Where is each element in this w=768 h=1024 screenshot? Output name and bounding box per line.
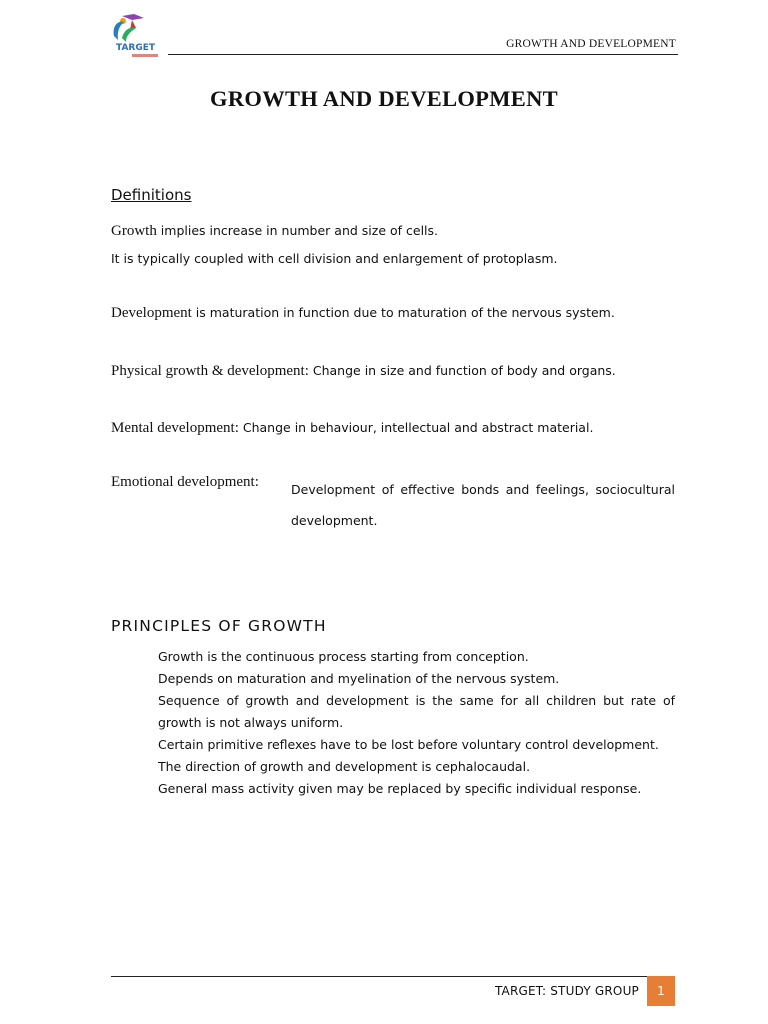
header-rule xyxy=(168,54,678,55)
page-number-badge: 1 xyxy=(647,976,675,1006)
term-growth: Growth xyxy=(111,223,157,239)
definition-physical xyxy=(111,360,616,380)
list-item: Certain primitive reflexes have to be lost before voluntary control development. xyxy=(158,737,659,752)
footer-rule xyxy=(111,976,647,977)
desc-mental: Change in behaviour, intellectual and abstract material. xyxy=(238,420,594,435)
term-physical: Physical growth & development: xyxy=(111,363,309,379)
definition-mental xyxy=(111,417,593,437)
definition-growth xyxy=(111,220,438,240)
desc-development: is maturation in function due to maturation of the nervous system. xyxy=(191,305,615,320)
principles-list xyxy=(158,646,675,800)
definitions-heading: Definitions xyxy=(111,186,192,204)
desc-emotional: Development of effective bonds and feelings, sociocultural development. xyxy=(291,482,675,528)
list-item: Depends on maturation and myelination of the nervous system. xyxy=(158,671,560,686)
principles-heading: PRINCIPLES OF GROWTH xyxy=(111,617,327,635)
target-logo xyxy=(108,12,170,62)
definition-development xyxy=(111,302,615,322)
footer-text: TARGET: STUDY GROUP xyxy=(494,984,639,998)
page-title: GROWTH AND DEVELOPMENT xyxy=(210,86,558,111)
target-logo-icon xyxy=(108,12,170,62)
logo-text: TARGET xyxy=(116,43,156,53)
list-item: The direction of growth and development is cephalocaudal. xyxy=(158,759,531,774)
term-mental: Mental development: xyxy=(111,420,239,436)
term-emotional: Emotional development: xyxy=(111,474,259,490)
definition-growth-line2: It is typically coupled with cell division and enlargement of protoplasm. xyxy=(111,251,558,266)
list-item: Sequence of growth and development is the same for all children but rate of growth is not always uniform. xyxy=(158,693,675,730)
desc-growth: implies increase in number and size of cells. xyxy=(156,223,439,238)
term-development: Development xyxy=(111,305,192,321)
list-item: Growth is the continuous process starting from conception. xyxy=(158,649,529,664)
desc-physical: Change in size and function of body and organs. xyxy=(308,363,616,378)
list-item: General mass activity given may be replaced by specific individual response. xyxy=(158,781,642,796)
running-header-title: GROWTH AND DEVELOPMENT xyxy=(506,38,676,50)
